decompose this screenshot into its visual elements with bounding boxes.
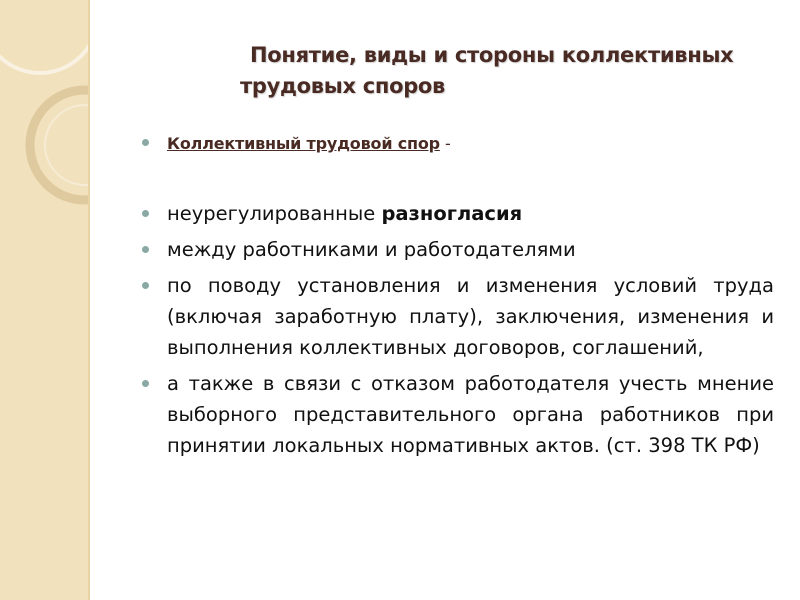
- bullet-dot-icon: [142, 210, 149, 217]
- bullet-dot-icon: [142, 282, 149, 289]
- decorative-circles: [0, 0, 90, 600]
- decorative-side-band: [0, 0, 90, 600]
- side-band-edge: [88, 0, 90, 600]
- definition-term: Коллективный трудовой спор: [167, 134, 440, 153]
- slide-title: [240, 40, 790, 102]
- bullet-list: [142, 128, 774, 466]
- bullet-item-parties: [142, 234, 774, 265]
- bullet-bold-text: разногласия: [381, 202, 523, 225]
- bullet-text: между работниками и работодателями: [167, 238, 576, 261]
- bullet-text: а также в связи с отказом работодателя учесть мнение выборного представительного органа работников при принятии локальных нормативных актов. (ст. 398 ТК РФ): [167, 372, 774, 457]
- bullet-dot-icon: [142, 380, 149, 387]
- bullet-item-disagreements: [142, 198, 774, 229]
- bullet-dot-icon: [142, 139, 149, 146]
- bullet-text: по поводу установления и изменения условий труда (включая заработную плату), заключения, изменения и выполнения коллективных договоров, соглашений,: [167, 274, 774, 359]
- bullet-item-conditions: [142, 270, 774, 363]
- bullet-item-definition: [142, 128, 774, 159]
- slide-title-line-1: Понятие, виды и стороны коллективных: [250, 43, 734, 67]
- bullet-item-refusal: [142, 368, 774, 461]
- bullet-dot-icon: [142, 246, 149, 253]
- definition-dash: -: [439, 134, 451, 153]
- slide-title-line-2: трудовых споров: [240, 74, 446, 98]
- bullet-text: неурегулированные: [167, 202, 382, 225]
